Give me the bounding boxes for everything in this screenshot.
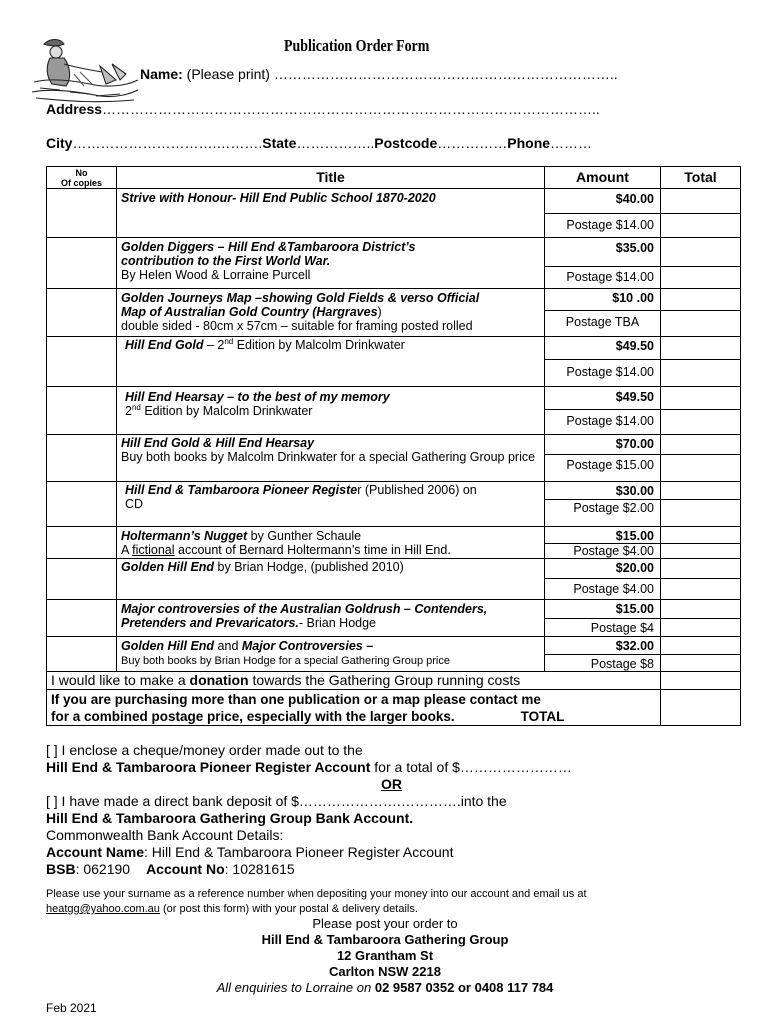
item-title: Hill End & Tambaroora Pioneer Registe	[125, 483, 358, 497]
item-title-line2: contribution to the First World War.	[121, 254, 331, 268]
total-cell[interactable]	[661, 500, 741, 527]
item-postage: Postage $4	[545, 619, 661, 637]
postcode-label: Postcode	[374, 135, 438, 151]
total-cell[interactable]	[661, 311, 741, 337]
total-cell[interactable]	[661, 455, 741, 482]
qty-cell[interactable]	[47, 435, 117, 482]
total-cell[interactable]	[661, 360, 741, 387]
table-header-row	[47, 167, 741, 189]
item-title: Hill End Gold & Hill End Hearsay	[121, 436, 315, 450]
city-dots: ………………………….……….	[72, 135, 263, 151]
qty-cell[interactable]	[47, 238, 117, 289]
item-detail: double sided - 80cm x 57cm – suitable for framing posted rolled	[121, 319, 473, 333]
qty-cell[interactable]	[47, 482, 117, 527]
table-row	[47, 189, 741, 214]
payment-section	[46, 742, 746, 878]
table-row	[47, 238, 741, 267]
item-postage: Postage $14.00	[545, 360, 661, 387]
table-row	[47, 387, 741, 410]
total-row	[47, 690, 741, 726]
qty-cell[interactable]	[47, 559, 117, 600]
item-price: $70.00	[545, 435, 661, 455]
col-no-header: No Of copies	[47, 167, 117, 189]
combined-postage-note: If you are purchasing more than one publication or a map please contact me for a combined postage price, especially with the larger books. TOTAL	[47, 690, 661, 726]
postal-address-block	[0, 916, 770, 996]
address-dots: ……………………………………………………………………………………………..	[102, 101, 600, 117]
total-cell[interactable]	[661, 214, 741, 238]
donation-row	[47, 672, 741, 690]
cheque-total: for a total of $……………………	[370, 759, 572, 775]
postcode-dots: ……………	[437, 135, 508, 151]
item-postage: Postage $14.00	[545, 410, 661, 435]
total-cell[interactable]	[661, 482, 741, 500]
total-cell[interactable]	[661, 619, 741, 637]
deposit-account: Hill End & Tambaroora Gathering Group Bank Account.	[46, 810, 414, 826]
city-row[interactable]	[46, 135, 592, 151]
phone-dots: ………	[550, 135, 593, 151]
order-table	[46, 166, 741, 726]
total-cell[interactable]	[661, 289, 741, 311]
item-price: $32.00	[545, 637, 661, 655]
cheque-account: Hill End & Tambaroora Pioneer Register Account	[46, 759, 371, 775]
item-author: by Brian Hodge, (published 2010)	[214, 560, 404, 574]
qty-cell[interactable]	[47, 387, 117, 435]
qty-cell[interactable]	[47, 637, 117, 672]
table-row: Hill End & Tambaroora Pioneer Register (Published 2006) on CD $30.00	[47, 482, 741, 500]
item-postage: Postage $4.00	[545, 544, 661, 559]
total-cell[interactable]	[661, 337, 741, 360]
item-title-a: Golden Hill End	[121, 639, 215, 653]
total-cell[interactable]	[661, 544, 741, 559]
table-row	[47, 435, 741, 455]
org-name: Hill End & Tambaroora Gathering Group	[261, 932, 509, 947]
donation-amount-cell[interactable]	[661, 672, 741, 690]
item-title: Hill End Hearsay – to the best of my memory	[125, 390, 390, 404]
account-name-line: Account Name: Hill End & Tambaroora Pioneer Register Account	[46, 844, 454, 860]
table-row	[47, 600, 741, 619]
email-link[interactable]: heatgg@yahoo.com.au	[46, 903, 160, 915]
phone-label: Phone	[507, 135, 551, 151]
item-postage: Postage $15.00	[545, 455, 661, 482]
item-title: Holtermann’s Nugget	[121, 529, 248, 543]
item-title: Golden Hill End	[121, 560, 215, 574]
item-title: Hill End Gold	[125, 338, 204, 352]
item-price: $49.50	[545, 337, 661, 360]
col-title-header: Title	[117, 167, 545, 189]
deposit-option[interactable]: [ ] I have made a direct bank deposit of $………………….………….into the	[46, 793, 507, 809]
form-date: Feb 2021	[46, 1001, 97, 1015]
state-label: State	[262, 135, 297, 151]
name-hint: (Please print) ………………………………………………………………..	[182, 66, 618, 82]
item-price: $49.50	[545, 387, 661, 410]
cheque-option[interactable]: [ ] I enclose a cheque/money order made out to the	[46, 742, 363, 758]
item-title-line1: Major controversies of the Australian Goldrush – Contenders,	[121, 602, 488, 616]
total-cell[interactable]	[661, 600, 741, 619]
item-title: Strive with Honour- Hill End Public School 1870-2020	[121, 191, 436, 205]
street-address: 12 Grantham St	[336, 948, 434, 963]
bank-details-heading: Commonwealth Bank Account Details:	[46, 827, 284, 843]
donation-text: I would like to make a donation towards the Gathering Group running costs	[47, 672, 661, 690]
item-author: - Brian Hodge	[298, 616, 376, 630]
total-cell[interactable]	[661, 238, 741, 267]
item-postage: Postage $4.00	[545, 579, 661, 600]
item-price: $15.00	[545, 600, 661, 619]
form-title: Publication Order Form	[284, 36, 430, 55]
item-title-line1: Golden Diggers – Hill End &Tambaroora District’s	[121, 240, 416, 254]
total-cell[interactable]	[661, 579, 741, 600]
or-separator: OR	[381, 776, 402, 792]
item-postage: Postage $14.00	[545, 267, 661, 289]
item-author: by Gunther Schaule	[247, 529, 362, 543]
item-price: $35.00	[545, 238, 661, 267]
suburb-address: Carlton NSW 2218	[329, 964, 441, 979]
item-detail: A fictional account of Bernard Holtermann’s time in Hill End.	[121, 543, 451, 557]
total-cell[interactable]	[661, 655, 741, 672]
item-price: $40.00	[545, 189, 661, 214]
item-postage: Postage TBA	[545, 311, 661, 337]
total-cell[interactable]	[661, 559, 741, 579]
city-label: City	[46, 135, 73, 151]
grand-total-cell[interactable]	[661, 690, 741, 726]
col-amount-header: Amount	[545, 167, 661, 189]
total-cell[interactable]	[661, 435, 741, 455]
item-price: $20.00	[545, 559, 661, 579]
item-detail: Buy both books by Malcolm Drinkwater for a special Gathering Group price	[121, 450, 536, 464]
total-cell[interactable]	[661, 637, 741, 655]
qty-cell[interactable]	[47, 189, 117, 238]
item-detail: Buy both books by Brian Hodge for a special Gathering Group price	[121, 655, 450, 667]
item-title-line1: Golden Journeys Map –showing Gold Fields & verso Official	[121, 291, 480, 305]
state-dots: ……………..	[296, 135, 375, 151]
enquiries-line: All enquiries to Lorraine on 02 9587 0352 or 0408 117 784	[216, 980, 554, 995]
item-postage: Postage $2.00	[545, 500, 661, 527]
table-row	[47, 527, 741, 544]
qty-cell[interactable]	[47, 600, 117, 637]
table-row: Golden Journeys Map –showing Gold Fields & verso Official Map of Australian Gold Country (Hargraves) double sided - 80cm x 57cm – suitable for framing posted rolled $10 .00	[47, 289, 741, 311]
item-price: $15.00	[545, 527, 661, 544]
item-title-line2: Map of Australian Gold Country (Hargraves	[121, 305, 378, 319]
table-row: Golden Hill End and Major Controversies – Buy both books by Brian Hodge for a special Gathering Group price $32.00	[47, 637, 741, 655]
item-title-line2: Pretenders and Prevaricators.	[121, 616, 299, 630]
post-to-line: Please post your order to	[312, 916, 458, 931]
total-cell[interactable]	[661, 189, 741, 214]
item-postage: Postage $8	[545, 655, 661, 672]
bsb-line: BSB: 062190 Account No: 10281615	[46, 861, 295, 877]
reference-note: Please use your surname as a reference number when depositing your money into our account and email us at heatgg@yahoo.com.au (or post this form) with your postal & delivery details.	[46, 888, 587, 915]
col-total-header: Total	[661, 167, 741, 189]
name-label: Name:	[140, 66, 183, 82]
name-field[interactable]	[140, 66, 618, 82]
qty-cell[interactable]	[47, 527, 117, 559]
qty-cell[interactable]	[47, 289, 117, 337]
total-cell[interactable]	[661, 387, 741, 410]
total-cell[interactable]	[661, 267, 741, 289]
total-label: TOTAL	[520, 709, 565, 724]
total-cell[interactable]	[661, 410, 741, 435]
item-title-b: Major Controversies –	[241, 639, 374, 653]
qty-cell[interactable]	[47, 337, 117, 387]
item-postage: Postage $14.00	[545, 214, 661, 238]
address-field[interactable]	[46, 101, 600, 117]
item-detail: CD	[125, 497, 144, 511]
item-edition: 2nd Edition by Malcolm Drinkwater	[125, 402, 313, 418]
total-cell[interactable]	[661, 527, 741, 544]
item-price: $30.00	[545, 482, 661, 500]
address-label: Address	[46, 101, 103, 117]
item-price: $10 .00	[545, 289, 661, 311]
table-row: Hill End Gold – 2nd Edition by Malcolm Drinkwater $49.50	[47, 337, 741, 360]
item-author: By Helen Wood & Lorraine Purcell	[121, 268, 311, 282]
table-row	[47, 559, 741, 579]
